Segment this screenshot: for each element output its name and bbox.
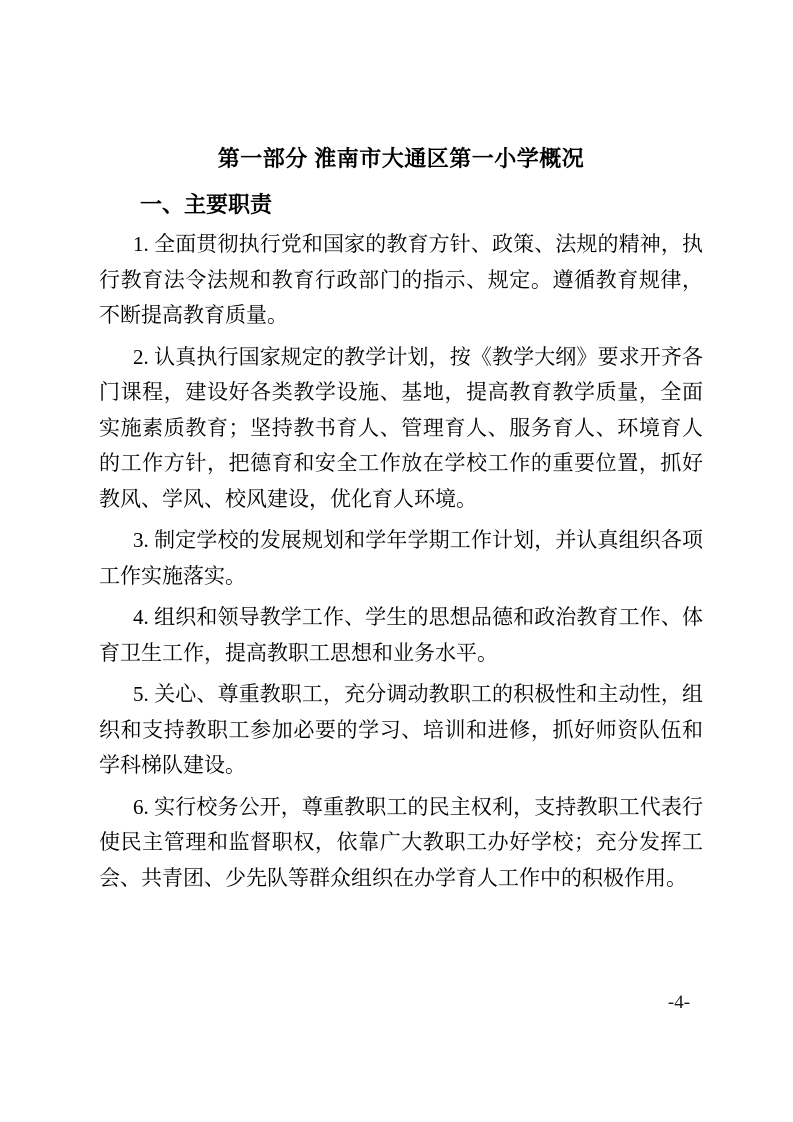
page-number: -4- <box>667 992 691 1013</box>
paragraph-duty-4: 4. 组织和领导教学工作、学生的思想品德和政治教育工作、体育卫生工作，提高教职工思想和业务水平。 <box>99 605 703 665</box>
paragraph-duty-1: 1. 全面贯彻执行党和国家的教育方针、政策、法规的精神，执行教育法令法规和教育行政部门的指示、规定。遵循教育规律，不断提高教育质量。 <box>99 232 703 327</box>
document-title: 第一部分 淮南市大通区第一小学概况 <box>217 146 585 171</box>
document-content <box>99 144 703 896</box>
section-heading: 一、主要职责 <box>140 192 273 217</box>
paragraph-duty-5: 5. 关心、尊重教职工，充分调动教职工的积极性和主动性，组织和支持教职工参加必要的学习、培训和进修，抓好师资队伍和学科梯队建设。 <box>99 682 703 777</box>
paragraph-duty-2: 2. 认真执行国家规定的教学计划，按《教学大纲》要求开齐各门课程，建设好各类教学设施、基地，提高教育教学质量，全面实施素质教育；坚持教书育人、管理育人、服务育人、环境育人的工作方针，把德育和安全工作放在学校工作的重要位置，抓好教风、学风、校风建设，优化育人环境。 <box>99 344 703 511</box>
paragraph-duty-3: 3. 制定学校的发展规划和学年学期工作计划，并认真组织各项工作实施落实。 <box>99 528 703 588</box>
paragraph-duty-6: 6. 实行校务公开，尊重教职工的民主权利，支持教职工代表行使民主管理和监督职权，依靠广大教职工办好学校；充分发挥工会、共青团、少先队等群众组织在办学育人工作中的积极作用。 <box>99 794 703 890</box>
